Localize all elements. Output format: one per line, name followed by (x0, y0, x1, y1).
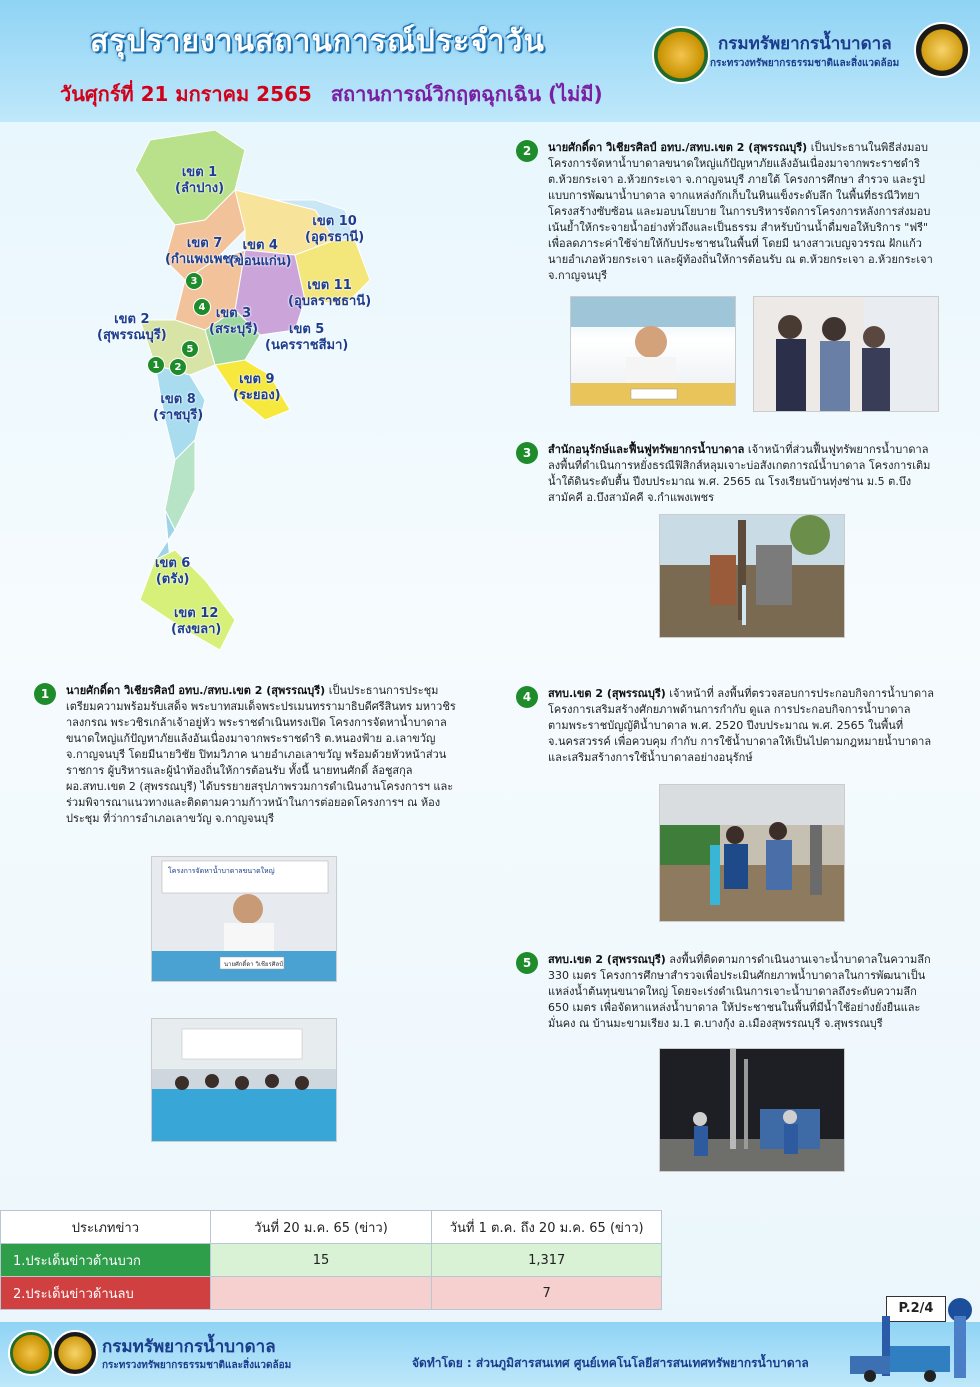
photo-news-1-meeting-room (151, 1018, 337, 1142)
news-number-3: 3 (516, 442, 538, 464)
positive-total-count: 1,317 (432, 1244, 662, 1277)
zone-label-7: เขต 7 (กำแพงเพชร) (165, 236, 245, 267)
footer-dept-name: กรมทรัพยากรน้ำบาดาล (102, 1337, 276, 1357)
footer-ministry: กระทรวงทรัพยากรธรรมชาติและสิ่งแวดล้อม (102, 1360, 292, 1371)
photo-news-2-speaker (570, 296, 736, 406)
zone-label-12: เขต 12 (สงขลา) (171, 606, 222, 637)
photo-news-5-night-drilling-art (660, 1049, 845, 1172)
zone-label-6: เขต 6 (ตรัง) (155, 556, 191, 587)
news-number-5: 5 (516, 952, 538, 974)
news-summary-table (0, 1210, 662, 1310)
zone-label-3: เขต 3 (สระบุรี) (209, 306, 259, 337)
news-number-1: 1 (34, 683, 56, 705)
news-item-4 (548, 686, 940, 766)
drilling-truck-illustration (850, 1296, 980, 1386)
header-dept-name: กรมทรัพยากรน้ำบาดาล (718, 34, 892, 54)
report-title: สรุปรายงานสถานการณ์ประจำวัน (90, 24, 545, 59)
map-marker-5: 5 (181, 340, 199, 358)
photo-news-3-drilling-art (660, 515, 845, 638)
news-item-1 (66, 683, 458, 827)
positive-day-count: 15 (210, 1244, 432, 1277)
photo-news-4-site-check (659, 784, 845, 922)
photo-news-3-drilling (659, 514, 845, 638)
news-lead-3: สำนักอนุรักษ์และฟื้นฟูทรัพยากรน้ำบาดาล (548, 443, 745, 456)
photo-news-2-speaker-art (571, 297, 736, 406)
zone-label-5: เขต 5 (นครราชสีมา) (265, 322, 349, 353)
news-lead-5: สทบ.เขต 2 (สุพรรณบุรี) (548, 953, 666, 966)
table-row-negative (1, 1277, 662, 1310)
footer-dgr-logo (8, 1330, 54, 1376)
ministry-emblem (914, 22, 970, 78)
situation-status: (ไม่มี) (547, 82, 603, 106)
table-header-type: ประเภทข่าว (1, 1211, 211, 1244)
news-lead-2: นายศักดิ์ดา วิเชียรศิลป์ อทบ./สทบ.เขต 2 (สุพรรณบุรี) (548, 141, 808, 154)
zone-label-9: เขต 9 (ระยอง) (233, 372, 281, 403)
negative-total-count: 7 (432, 1277, 662, 1310)
news-text-2: เป็นประธานในพิธีส่งมอบโครงการจัดหาน้ำบาดาลขนาดใหญ่แก้ปัญหาภัยแล้งอันเนื่องมาจากพระราชดำริ ต.ห้วยกระเจา อ.ห้วยกระเจา จ.กาญจนบุรี ภายใต้ โครงการศึกษา สำรวจ และรูปแบบการพัฒนาน้ำบาดาล จากแหล่งกักเก็บในหินแข็งระดับลึก ในพื้นที่ธรณีวิทยาโครงสร้างซับซ้อน และมอบนโยบาย ในการบริหารจัดการโครงการหลังการส่งมอบ เน้นย้ำให้กระจายน้ำอย่างทั่วถึงและเป็นธรรม สำหรับบ้านน้ำดื่มขอให้บริการ "ฟรี" เพื่อลดภาระค่าใช้จ่ายให้กับประชาชนในพื้นที่ โดยมี นางสาวเบญจวรรณ ฝักแก้ว นายอำเภอห้วยกระเจา และผู้ท้องถิ่นให้การต้อนรับ ณ ต.ห้วยกระเจา อ.ห้วยกระเจา จ.กาญจนบุรี (548, 141, 933, 282)
situation-label: สถานการณ์วิกฤตฉุกเฉิน (330, 82, 541, 106)
report-subtitle (60, 78, 603, 110)
news-item-2 (548, 140, 940, 284)
zone-label-4: เขต 4 (ขอนแก่น) (229, 238, 292, 269)
zone-label-1: เขต 1 (ลำปาง) (175, 165, 225, 196)
map-marker-3: 3 (185, 272, 203, 290)
news-item-5 (548, 952, 940, 1032)
photo-news-1-meeting-chair (151, 856, 337, 982)
photo-news-2-inspection-art (754, 297, 939, 412)
map-marker-4: 4 (193, 298, 211, 316)
photo-news-2-inspection (753, 296, 939, 412)
photo-news-5-night-drilling (659, 1048, 845, 1172)
map-marker-1: 1 (147, 356, 165, 374)
photo-banner-text: โครงการจัดหาน้ำบาดาลขนาดใหญ่ (168, 867, 275, 875)
news-text-5: ลงพื้นที่ติดตามการดำเนินงานเจาะน้ำบาดาลในความลึก 330 เมตร โครงการศึกษาสำรวจเพื่อประเมินศักยภาพน้ำบาดาลในการพัฒนาเป็นแหล่งน้ำต้นทุนขนาดใหญ่ โดยจะเร่งดำเนินการเจาะน้ำบาดาลถึงระดับความลึก 650 เมตร เพื่อจัดหาแหล่งน้ำบาดาล ให้ประชาชนในพื้นที่มีน้ำใช้อย่างยั่งยืนและมั่นคง ณ บ้านมะขามเรียง ม.1 ต.บางกุ้ง อ.เมืองสุพรรณบุรี จ.สุพรรณบุรี (548, 953, 931, 1030)
report-date: วันศุกร์ที่ 21 มกราคม 2565 (60, 82, 312, 106)
zone-label-11: เขต 11 (อุบลราชธานี) (288, 278, 372, 309)
zone-label-8: เขต 8 (ราชบุรี) (153, 392, 204, 423)
photo-nameplate-text: นายศักดิ์ดา วิเชียรศิลป์ (224, 961, 284, 968)
photo-news-1-meeting-chair-art (152, 857, 337, 982)
news-number-4: 4 (516, 686, 538, 708)
zone-label-2: เขต 2 (สุพรรณบุรี) (97, 312, 167, 343)
table-header-day: วันที่ 20 ม.ค. 65 (ข่าว) (210, 1211, 432, 1244)
negative-label: 2.ประเด็นข่าวด้านลบ (1, 1277, 211, 1310)
negative-day-count (210, 1277, 432, 1310)
photo-news-1-meeting-room-art (152, 1019, 337, 1142)
news-lead-1: นายศักดิ์ดา วิเชียรศิลป์ อทบ./สทบ.เขต 2 (สุพรรณบุรี) (66, 684, 326, 697)
photo-news-4-site-check-art (660, 785, 845, 922)
positive-label: 1.ประเด็นข่าวด้านบวก (1, 1244, 211, 1277)
footer-ministry-emblem (52, 1330, 98, 1376)
table-row-positive (1, 1244, 662, 1277)
news-text-1: เป็นประธานการประชุมเตรียมความพร้อมรับเสด็จ พระบาทสมเด็จพระปรเมนทรรามาธิบดีศรีสินทร มหาวชิราลงกรณ พระวชิรเกล้าเจ้าอยู่หัว พระราชดำเนินทรงเปิด โครงการจัดหาน้ำบาดาลขนาดใหญ่แก้ปัญหาภัยแล้งอันเนื่องมาจากพระราชดำริ ต.หนองฟ้าย อ.เลาขวัญ จ.กาญจนบุรี โดยมีนายวิชัย ปิทมวิภาค นายอำเภอเลาขวัญ พร้อมด้วยหัวหน้าส่วนราชการ ผู้บริหารและผู้นำท้องถิ่นให้การต้อนรับ ทั้งนี้ นายทนศักดิ์ ล้อชูสกุล ผอ.สทบ.เขต 2 (สุพรรณบุรี) ได้บรรยายสรุปภาพรวมการดำเนินงานโครงการฯ และร่วมพิจารณาแนวทางและติดตามความก้าวหน้าในการต่อยอดโครงการฯ ณ ห้องประชุม ที่ว่าการอำเภอเลาขวัญ จ.กาญจนบุรี (66, 684, 456, 825)
zone-label-10: เขต 10 (อุดรธานี) (305, 214, 365, 245)
header-ministry: กระทรวงทรัพยากรธรรมชาติและสิ่งแวดล้อม (710, 58, 900, 69)
footer-credit: จัดทำโดย : ส่วนภูมิสารสนเทศ ศูนย์เทคโนโลยีสารสนเทศทรัพยากรน้ำบาดาล (412, 1356, 809, 1370)
table-header-total: วันที่ 1 ต.ค. ถึง 20 ม.ค. 65 (ข่าว) (432, 1211, 662, 1244)
map-marker-2: 2 (169, 358, 187, 376)
news-number-2: 2 (516, 140, 538, 162)
news-text-3: เจ้าหน้าที่ส่วนฟื้นฟูทรัพยากรน้ำบาดาล ลงพื้นที่ดำเนินการหยั่งธรณีฟิสิกส์หลุมเจาะบ่อสังเกตการณ์น้ำบาดาล โครงการเติมน้ำใต้ดินระดับตื้น ปีงบประมาณ พ.ศ. 2565 ณ โรงเรียนบ้านทุ่งซ่าน ม.5 ต.บึงสามัคคี อ.บึงสามัคคี จ.กำแพงเพชร (548, 443, 931, 504)
news-text-4: เจ้าหน้าที่ ลงพื้นที่ตรวจสอบการประกอบกิจการน้ำบาดาล โครงการเสริมสร้างศักยภาพด้านการกำกับ ดูแล การประกอบกิจการน้ำบาดาล ตามพระราชบัญญัติน้ำบาดาล พ.ศ. 2520 ปีงบประมาณ พ.ศ. 2565 ในพื้นที่ จ.นครสวรรค์ เพื่อควบคุม กำกับ การใช้น้ำบาดาลให้เป็นไปตามกฎหมายน้ำบาดาล และเสริมสร้างการใช้น้ำบาดาลอย่างอนุรักษ์ (548, 687, 935, 764)
dgr-logo (652, 26, 710, 84)
thailand-region-map (95, 130, 405, 660)
page-number: P.2/4 (886, 1296, 946, 1322)
news-item-3 (548, 442, 940, 506)
news-lead-4: สทบ.เขต 2 (สุพรรณบุรี) (548, 687, 666, 700)
